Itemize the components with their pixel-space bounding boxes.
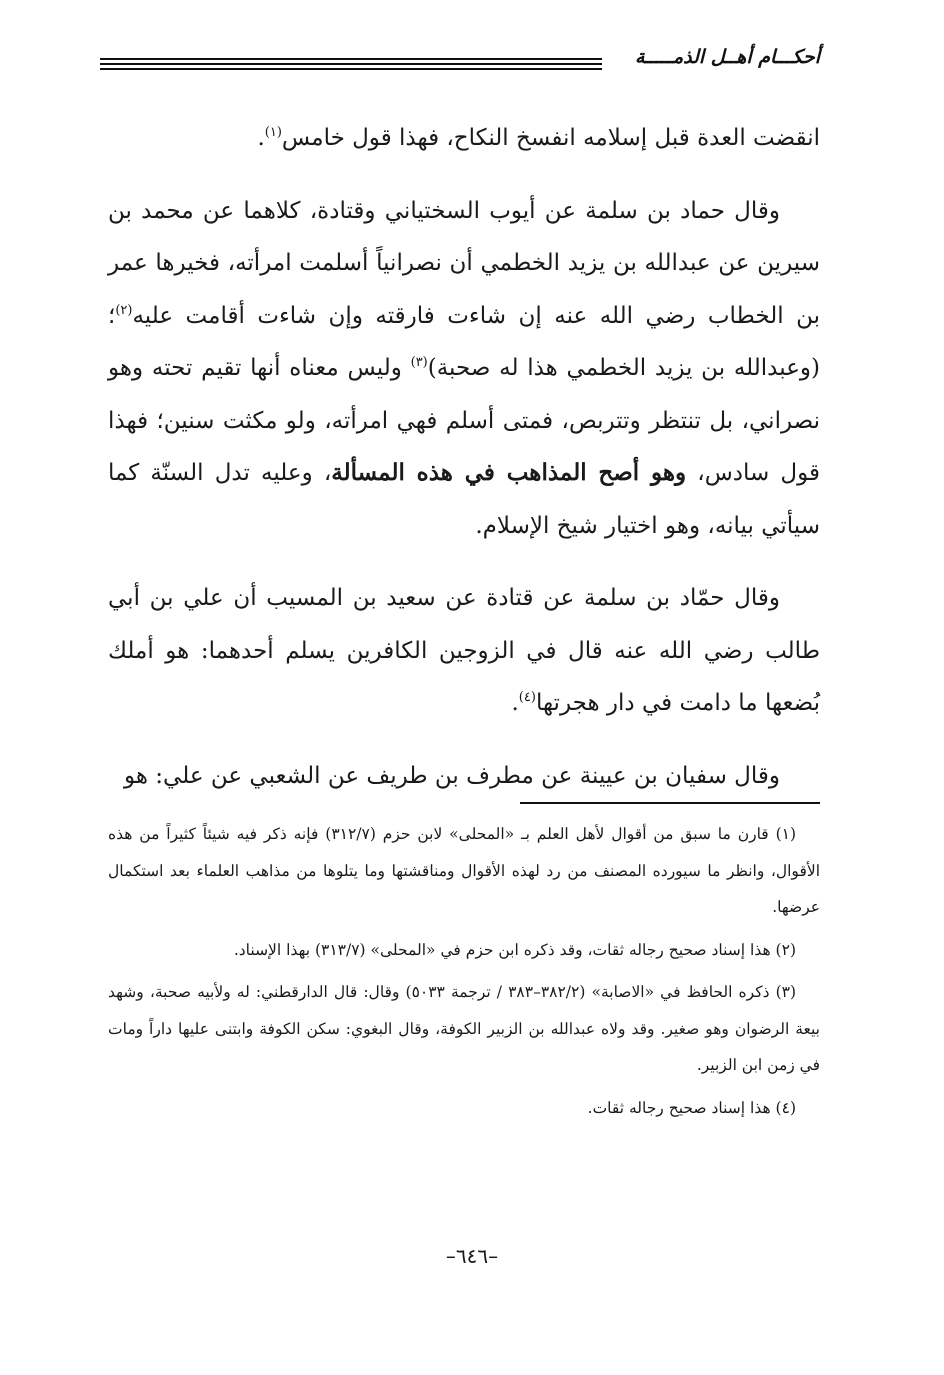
page-number: –٦٤٦– bbox=[445, 1244, 499, 1268]
footnote-ref-4[interactable]: (٤) bbox=[518, 690, 536, 705]
header-rule bbox=[100, 63, 602, 65]
footnote-2: (٢) هذا إسناد صحيح رجاله ثقات، وقد ذكره ابن حزم في «المحلى» (٣١٣/٧) بهذا الإسناد. bbox=[233, 940, 796, 959]
paragraph-1: انقضت العدة قبل إسلامه انفسخ النكاح، فهذا قول خامس$^{(١)}$. bbox=[257, 125, 820, 151]
header-title: أحكـــام أهــل الذمـــــة bbox=[634, 46, 820, 68]
footnote-ref-2[interactable]: (٢) bbox=[115, 302, 133, 318]
header-rule bbox=[100, 68, 602, 70]
paragraph-4: وقال سفيان بن عيينة عن مطرف بن طريف عن الشعبي عن علي: هو bbox=[123, 762, 780, 789]
footnote-3: (٣) ذكره الحافظ في «الاصابة» (٣٨٢/٢–٣٨٣ / ترجمة ٥٠٣٣) وقال: قال الدارقطني: له ولأبيه صحبة، وشهد بيعة الرضوان وهو صغير. وقد ولاه عبدالله بن الزبير الكوفة، وقال البغوي: سكن الكوفة وابتنى عليها داراً ومات في زمن ابن الزبير. bbox=[108, 983, 820, 1074]
main-text bbox=[108, 112, 820, 822]
footnote-1: (١) قارن ما سبق من أقوال لأهل العلم بـ «المحلى» لابن حزم (٣١٢/٧) فإنه ذكر فيه شيئاً كثيراً من هذه الأقوال، وانظر ما سيورده المصنف من رد لهذه الأقوال ومناقشتها وما يتلوها من مذاهب العلماء بعد استكمال عرضها. bbox=[108, 825, 820, 916]
paragraph-3: وقال حمّاد بن سلمة عن قتادة عن سعيد بن المسيب أن علي بن أبي طالب رضي الله عنه قال في الزوجين الكافرين يسلم أحدهما: هو أملك بُضعها ما دامت في دار هجرتها$^{(٤)}$. bbox=[108, 585, 820, 716]
footnote-ref-1[interactable]: (١) bbox=[264, 125, 282, 140]
header-rule bbox=[100, 58, 602, 60]
footnote-separator bbox=[520, 802, 820, 804]
footnote-ref-3[interactable]: (٣) bbox=[410, 355, 428, 370]
footnotes bbox=[108, 816, 820, 1132]
paragraph-2: وقال حماد بن سلمة عن أيوب السختياني وقتادة، كلاهما عن محمد بن سيرين عن عبدالله بن يزيد الخطمي أن نصرانياً أسلمت امرأته، فخيرها عمر بن الخطاب رضي الله عنه إن شاءت فارقته وإن شاءت أقامت عليه$^{(٢)}$؛ (وعبدالله بن يزيد الخطمي هذا له صحبة)$^{(٣)}$ وليس معناه أنها تقيم تحته وهو نصراني، بل تنتظر وتتربص، فمتى أسلم فهي امرأته، ولو مكثت سنين؛ فهذا قول سادس، وهو أصح المذاهب في هذه المسألة، وعليه تدل السنّة كما سيأتي بيانه، وهو اختيار شيخ الإسلام. bbox=[108, 197, 821, 539]
emphasis-text: وهو أصح المذاهب في هذه المسألة bbox=[331, 459, 687, 486]
footnote-4: (٤) هذا إسناد صحيح رجاله ثقات. bbox=[587, 1098, 796, 1117]
running-header bbox=[100, 44, 820, 74]
